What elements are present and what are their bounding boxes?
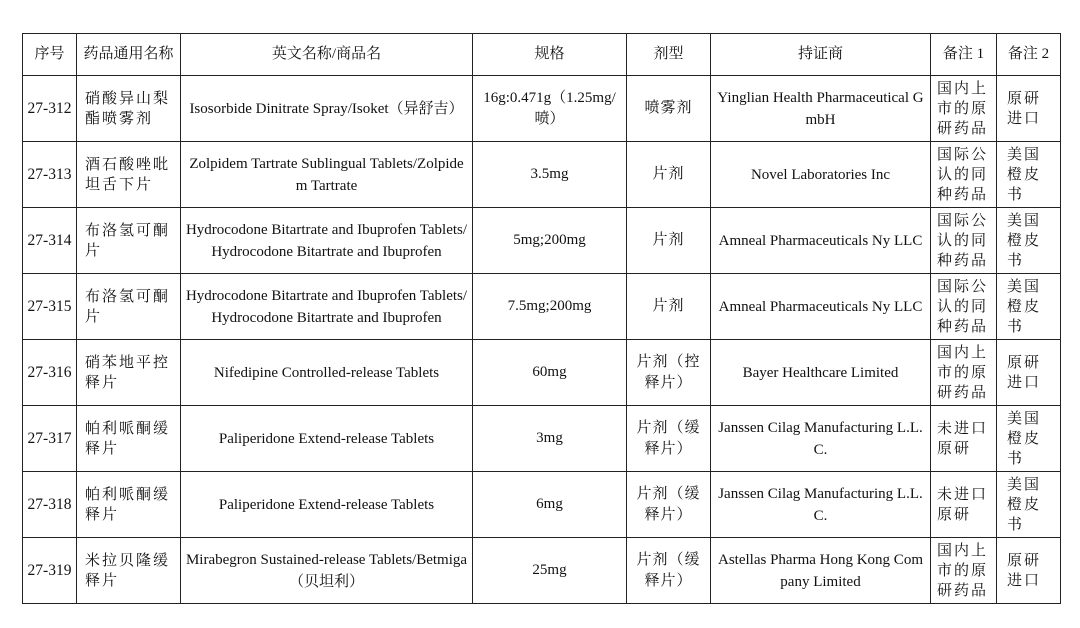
cell-cn-name: 布洛氢可酮片 <box>77 208 181 274</box>
cell-cn-name: 布洛氢可酮片 <box>77 274 181 340</box>
cell-note2: 美国橙皮书 <box>997 406 1061 472</box>
cell-holder: Janssen Cilag Manufacturing L.L.C. <box>711 472 931 538</box>
cell-holder: Amneal Pharmaceuticals Ny LLC <box>711 208 931 274</box>
cell-spec: 25mg <box>473 538 627 604</box>
cell-holder: Bayer Healthcare Limited <box>711 340 931 406</box>
table-row <box>23 538 1061 604</box>
cell-form: 片剂（缓释片） <box>627 472 711 538</box>
table-row <box>23 340 1061 406</box>
header-note1: 备注 1 <box>931 34 997 76</box>
cell-en-name: Hydrocodone Bitartrate and Ibuprofen Tablets/Hydrocodone Bitartrate and Ibuprofen <box>181 208 473 274</box>
cell-spec: 60mg <box>473 340 627 406</box>
cell-spec: 6mg <box>473 472 627 538</box>
cell-spec: 7.5mg;200mg <box>473 274 627 340</box>
cell-no: 27-315 <box>23 274 77 340</box>
cell-note1: 国际公认的同种药品 <box>931 274 997 340</box>
cell-en-name: Hydrocodone Bitartrate and Ibuprofen Tablets/Hydrocodone Bitartrate and Ibuprofen <box>181 274 473 340</box>
cell-note1: 未进口原研 <box>931 406 997 472</box>
cell-en-name: Zolpidem Tartrate Sublingual Tablets/Zolpidem Tartrate <box>181 142 473 208</box>
cell-form: 片剂 <box>627 142 711 208</box>
cell-no: 27-319 <box>23 538 77 604</box>
table-row <box>23 406 1061 472</box>
cell-holder: Astellas Pharma Hong Kong Company Limited <box>711 538 931 604</box>
cell-no: 27-316 <box>23 340 77 406</box>
header-en-name: 英文名称/商品名 <box>181 34 473 76</box>
cell-en-name: Paliperidone Extend-release Tablets <box>181 472 473 538</box>
cell-spec: 16g:0.471g（1.25mg/喷） <box>473 76 627 142</box>
table-row <box>23 142 1061 208</box>
header-cn-name: 药品通用名称 <box>77 34 181 76</box>
cell-form: 片剂 <box>627 208 711 274</box>
cell-no: 27-314 <box>23 208 77 274</box>
cell-note2: 原研进口 <box>997 76 1061 142</box>
table-row <box>23 472 1061 538</box>
table-header-row <box>23 34 1061 76</box>
cell-form: 片剂（控释片） <box>627 340 711 406</box>
cell-holder: Novel Laboratories Inc <box>711 142 931 208</box>
cell-note2: 美国橙皮书 <box>997 472 1061 538</box>
cell-note1: 国际公认的同种药品 <box>931 208 997 274</box>
cell-note1: 国内上市的原研药品 <box>931 538 997 604</box>
header-note2: 备注 2 <box>997 34 1061 76</box>
table-row <box>23 76 1061 142</box>
cell-cn-name: 硝苯地平控释片 <box>77 340 181 406</box>
cell-form: 片剂（缓释片） <box>627 406 711 472</box>
cell-spec: 3mg <box>473 406 627 472</box>
table-row <box>23 274 1061 340</box>
cell-note1: 国际公认的同种药品 <box>931 142 997 208</box>
cell-note1: 未进口原研 <box>931 472 997 538</box>
cell-note1: 国内上市的原研药品 <box>931 340 997 406</box>
cell-note1: 国内上市的原研药品 <box>931 76 997 142</box>
cell-no: 27-318 <box>23 472 77 538</box>
cell-holder: Amneal Pharmaceuticals Ny LLC <box>711 274 931 340</box>
cell-note2: 原研进口 <box>997 538 1061 604</box>
cell-en-name: Nifedipine Controlled-release Tablets <box>181 340 473 406</box>
cell-note2: 美国橙皮书 <box>997 208 1061 274</box>
cell-en-name: Isosorbide Dinitrate Spray/Isoket（异舒吉） <box>181 76 473 142</box>
cell-no: 27-313 <box>23 142 77 208</box>
cell-form: 片剂 <box>627 274 711 340</box>
cell-note2: 美国橙皮书 <box>997 274 1061 340</box>
drug-list-table <box>22 33 1061 604</box>
cell-spec: 3.5mg <box>473 142 627 208</box>
header-spec: 规格 <box>473 34 627 76</box>
header-form: 剂型 <box>627 34 711 76</box>
cell-cn-name: 米拉贝隆缓释片 <box>77 538 181 604</box>
header-holder: 持证商 <box>711 34 931 76</box>
cell-en-name: Mirabegron Sustained-release Tablets/Betmiga（贝坦利） <box>181 538 473 604</box>
cell-cn-name: 帕利哌酮缓释片 <box>77 472 181 538</box>
cell-cn-name: 帕利哌酮缓释片 <box>77 406 181 472</box>
table-row <box>23 208 1061 274</box>
cell-note2: 美国橙皮书 <box>997 142 1061 208</box>
cell-form: 喷雾剂 <box>627 76 711 142</box>
cell-en-name: Paliperidone Extend-release Tablets <box>181 406 473 472</box>
cell-no: 27-317 <box>23 406 77 472</box>
cell-form: 片剂（缓释片） <box>627 538 711 604</box>
cell-no: 27-312 <box>23 76 77 142</box>
cell-cn-name: 酒石酸唑吡坦舌下片 <box>77 142 181 208</box>
cell-cn-name: 硝酸异山梨酯喷雾剂 <box>77 76 181 142</box>
cell-note2: 原研进口 <box>997 340 1061 406</box>
cell-spec: 5mg;200mg <box>473 208 627 274</box>
header-no: 序号 <box>23 34 77 76</box>
cell-holder: Janssen Cilag Manufacturing L.L.C. <box>711 406 931 472</box>
cell-holder: Yinglian Health Pharmaceutical GmbH <box>711 76 931 142</box>
